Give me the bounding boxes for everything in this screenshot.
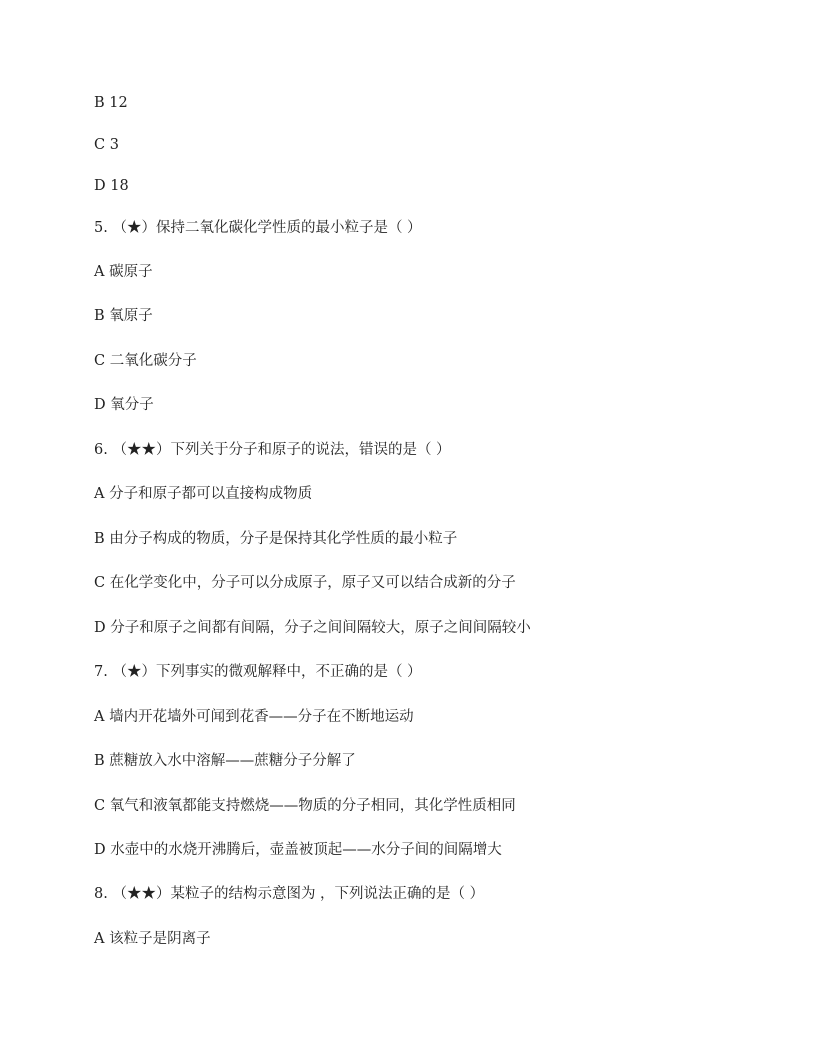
option-q6-d: D 分子和原子之间都有间隔，分子之间间隔较大，原子之间间隔较小 xyxy=(94,620,531,636)
question-7: 7. （★）下列事实的微观解释中，不正确的是（ ） xyxy=(94,664,422,680)
option-q8-a: A 该粒子是阴离子 xyxy=(94,931,211,947)
option-q6-c: C 在化学变化中，分子可以分成原子，原子又可以结合成新的分子 xyxy=(94,575,516,591)
option-q4-b: B 12 xyxy=(94,95,128,111)
question-5: 5. （★）保持二氧化碳化学性质的最小粒子是（ ） xyxy=(94,220,422,236)
option-q7-a: A 墙内开花墙外可闻到花香——分子在不断地运动 xyxy=(94,709,414,725)
option-q5-c: C 二氧化碳分子 xyxy=(94,353,197,369)
option-q7-c: C 氧气和液氧都能支持燃烧——物质的分子相同，其化学性质相同 xyxy=(94,798,516,814)
option-q7-d: D 水壶中的水烧开沸腾后，壶盖被顶起——水分子间的间隔增大 xyxy=(94,842,502,858)
question-6: 6. （★★）下列关于分子和原子的说法，错误的是（ ） xyxy=(94,442,451,458)
option-q5-d: D 氧分子 xyxy=(94,397,154,413)
option-q6-b: B 由分子构成的物质，分子是保持其化学性质的最小粒子 xyxy=(94,531,458,547)
question-8: 8. （★★）某粒子的结构示意图为 ，下列说法正确的是（ ） xyxy=(94,886,485,902)
option-q5-a: A 碳原子 xyxy=(94,264,153,280)
option-q6-a: A 分子和原子都可以直接构成物质 xyxy=(94,486,313,502)
option-q7-b: B 蔗糖放入水中溶解——蔗糖分子分解了 xyxy=(94,753,356,769)
option-q5-b: B 氧原子 xyxy=(94,308,153,324)
option-q4-c: C 3 xyxy=(94,137,119,153)
option-q4-d: D 18 xyxy=(94,178,129,194)
